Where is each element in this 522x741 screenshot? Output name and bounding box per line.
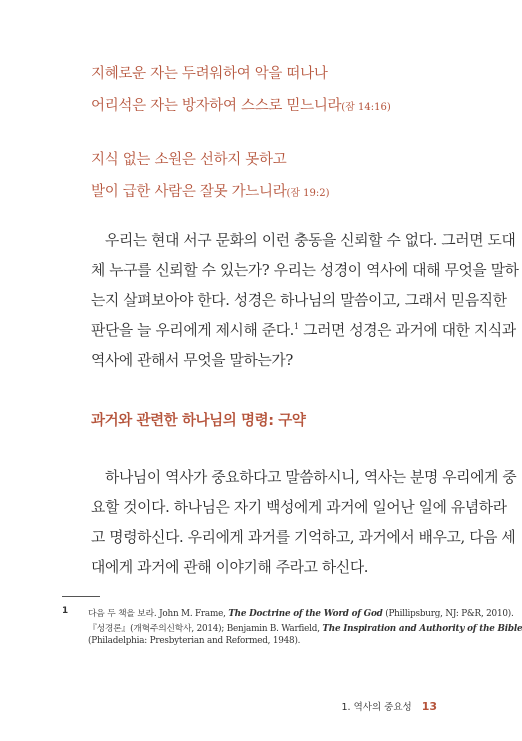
quote-line: 지혜로운 자는 두려워하여 악을 떠나나 xyxy=(91,66,328,82)
chapter-title: 1. 역사의 중요성 xyxy=(341,702,412,713)
quote-line: 지식 없는 소원은 선하지 못하고 xyxy=(91,152,287,168)
scripture-reference: (잠 14:16) xyxy=(341,102,391,113)
paragraph-line: 판단을 늘 우리에게 제시해 준다.$^1$ 그러면 성경은 과거에 대한 지식과 xyxy=(91,322,516,339)
footnote-line: 『성경론』(개혁주의신학사, 2014); Benjamin B. Warfield, The Inspiration and Authority of the Bible xyxy=(88,624,522,634)
page-footer xyxy=(342,699,437,713)
paragraph-line: 하나님이 역사가 중요하다고 말씀하시니, 역사는 분명 우리에게 중 xyxy=(105,469,517,486)
paragraph-line: 역사에 관해서 무엇을 말하는가? xyxy=(91,352,293,369)
paragraph-line: 요할 것이다. 하나님은 자기 백성에게 과거에 일어난 일에 유념하라 xyxy=(91,499,507,516)
paragraph-line: 우리는 현대 서구 문화의 이런 충동을 신뢰할 수 없다. 그러면 도대 xyxy=(105,232,516,249)
footnote-number: 1 xyxy=(62,606,68,616)
footnote-marker: 1 xyxy=(294,322,299,332)
section-heading: 과거와 관련한 하나님의 명령: 구약 xyxy=(91,413,306,429)
paragraph-line: 체 누구를 신뢰할 수 있는가? 우리는 성경이 역사에 대해 무엇을 말하 xyxy=(91,262,519,279)
page-number: 13 xyxy=(421,700,437,713)
quote-line: 어리석은 자는 방자하여 스스로 믿느니라(잠 14:16) xyxy=(91,98,391,114)
footnote-line: 다음 두 책을 보라. John M. Frame, The Doctrine of the Word of God (Phillipsburg, NJ: P&R, 2010). xyxy=(88,609,514,619)
footnote-divider xyxy=(62,596,100,597)
paragraph-line: 는지 살펴보아야 한다. 성경은 하나님의 말씀이고, 그래서 믿음직한 xyxy=(91,292,507,309)
paragraph-line: 대에게 과거에 관해 이야기해 주라고 하신다. xyxy=(91,559,369,576)
footnote-line: (Philadelphia: Presbyterian and Reformed, 1948). xyxy=(88,636,301,646)
paragraph-line: 고 명령하신다. 우리에게 과거를 기억하고, 과거에서 배우고, 다음 세 xyxy=(91,529,516,546)
scripture-reference: (잠 19:2) xyxy=(286,188,330,199)
quote-line: 발이 급한 사람은 잘못 가느니라(잠 19:2) xyxy=(91,184,330,200)
